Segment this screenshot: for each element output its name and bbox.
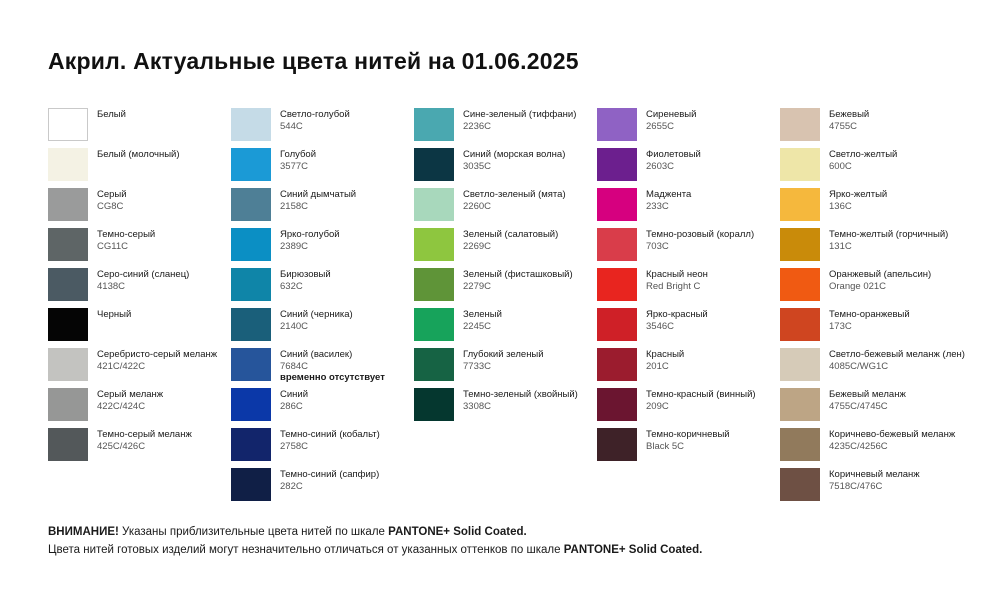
color-name: Ярко-желтый bbox=[829, 189, 888, 200]
color-chip bbox=[231, 148, 271, 181]
swatch-labels bbox=[820, 348, 965, 372]
color-code: 4138C bbox=[97, 281, 125, 293]
swatch-labels bbox=[820, 228, 948, 252]
swatch-item[interactable] bbox=[597, 148, 780, 188]
color-chip bbox=[231, 268, 271, 301]
color-chip bbox=[48, 268, 88, 301]
swatch-labels bbox=[637, 108, 696, 132]
swatch-labels bbox=[637, 428, 730, 452]
footer-line-2 bbox=[48, 542, 968, 560]
color-chip bbox=[780, 228, 820, 261]
swatch-labels bbox=[88, 308, 131, 321]
swatch-item[interactable] bbox=[231, 308, 414, 348]
color-chip bbox=[231, 388, 271, 421]
color-code: 173C bbox=[829, 321, 852, 333]
color-code: 2655C bbox=[646, 121, 674, 133]
swatch-item[interactable] bbox=[414, 388, 597, 428]
color-code: 131C bbox=[829, 241, 852, 253]
color-name: Серый bbox=[97, 189, 127, 200]
swatch-labels bbox=[820, 388, 906, 412]
color-code: 421C/422C bbox=[97, 361, 146, 373]
color-chip bbox=[48, 148, 88, 181]
color-name: Сине-зеленый (тиффани) bbox=[463, 109, 577, 120]
swatch-labels bbox=[454, 308, 502, 332]
attention-label: ВНИМАНИЕ! bbox=[48, 526, 119, 538]
page-title: Акрил. Актуальные цвета нитей на 01.06.2025 bbox=[48, 48, 579, 74]
footer-line-1 bbox=[48, 524, 968, 542]
color-name: Серебристо-серый меланж bbox=[97, 349, 218, 360]
footer-line-1-text: Указаны приблизительные цвета нитей по шкале bbox=[118, 526, 389, 538]
swatch-column-2 bbox=[231, 108, 414, 508]
color-name: Синий (черника) bbox=[280, 309, 353, 320]
swatch-labels bbox=[88, 108, 126, 121]
color-code: 422C/424C bbox=[97, 401, 146, 413]
swatch-item[interactable] bbox=[231, 228, 414, 268]
swatch-item[interactable] bbox=[231, 188, 414, 228]
color-chip bbox=[414, 348, 454, 381]
color-chip bbox=[780, 268, 820, 301]
swatch-labels bbox=[271, 388, 308, 412]
color-chip bbox=[231, 108, 271, 141]
swatch-labels bbox=[88, 228, 155, 252]
swatch-labels bbox=[271, 148, 316, 172]
swatch-labels bbox=[820, 468, 920, 492]
swatch-labels bbox=[637, 148, 701, 172]
color-chip bbox=[48, 388, 88, 421]
color-chip bbox=[780, 388, 820, 421]
color-name: Синий bbox=[280, 389, 309, 400]
swatch-item[interactable] bbox=[231, 108, 414, 148]
swatch-labels bbox=[454, 388, 578, 412]
color-name: Темно-зеленый (хвойный) bbox=[463, 389, 578, 400]
swatch-item[interactable] bbox=[414, 188, 597, 228]
swatch-labels bbox=[271, 228, 340, 252]
swatch-item[interactable] bbox=[597, 188, 780, 228]
color-name: Синий (морская волна) bbox=[463, 149, 566, 160]
color-code: 4755C bbox=[829, 121, 857, 133]
color-name: Светло-желтый bbox=[829, 149, 898, 160]
color-name: Темно-коричневый bbox=[646, 429, 730, 440]
swatch-labels bbox=[454, 268, 573, 292]
swatch-item[interactable] bbox=[48, 188, 231, 228]
color-name: Ярко-голубой bbox=[280, 229, 340, 240]
swatch-item[interactable] bbox=[231, 468, 414, 508]
color-chip bbox=[48, 308, 88, 341]
color-code: 233C bbox=[646, 201, 669, 213]
color-name: Зеленый (салатовый) bbox=[463, 229, 559, 240]
color-name: Маджента bbox=[646, 189, 692, 200]
pantone-label-1: PANTONE+ Solid Coated. bbox=[388, 526, 527, 538]
swatch-item[interactable] bbox=[780, 348, 963, 388]
swatch-labels bbox=[271, 308, 353, 332]
color-code: 201C bbox=[646, 361, 669, 373]
swatch-labels bbox=[88, 428, 192, 452]
swatch-item[interactable] bbox=[414, 228, 597, 268]
swatch-item[interactable] bbox=[48, 228, 231, 268]
color-name: Черный bbox=[97, 309, 132, 320]
color-name: Темно-желтый (горчичный) bbox=[829, 229, 949, 240]
color-name: Светло-бежевый меланж (лен) bbox=[829, 349, 965, 360]
swatch-labels bbox=[820, 268, 931, 292]
color-code: 2140C bbox=[280, 321, 308, 333]
swatch-labels bbox=[637, 268, 708, 292]
swatch-labels bbox=[820, 428, 955, 452]
color-name: Темно-синий (сапфир) bbox=[280, 469, 380, 480]
color-chip bbox=[414, 388, 454, 421]
swatch-labels bbox=[454, 108, 576, 132]
color-code: 2279C bbox=[463, 281, 491, 293]
swatch-labels bbox=[820, 188, 887, 212]
footer-line-2-text: Цвета нитей готовых изделий могут незначительно отличаться от указанных оттенков по шкале bbox=[48, 543, 564, 556]
swatch-labels bbox=[271, 108, 350, 132]
color-chip bbox=[414, 228, 454, 261]
swatch-labels bbox=[454, 228, 558, 252]
swatch-item[interactable] bbox=[780, 228, 963, 268]
color-code: 4085C/WG1C bbox=[829, 361, 889, 373]
color-code: 2389C bbox=[280, 241, 308, 253]
color-name: Темно-розовый (коралл) bbox=[646, 229, 755, 240]
swatch-item[interactable] bbox=[597, 228, 780, 268]
swatch-item[interactable] bbox=[597, 268, 780, 308]
swatch-item[interactable] bbox=[48, 308, 231, 348]
color-code: CG11C bbox=[97, 241, 128, 253]
color-chip bbox=[231, 468, 271, 501]
swatch-column-1 bbox=[48, 108, 231, 508]
swatch-item[interactable] bbox=[780, 308, 963, 348]
color-chip bbox=[597, 148, 637, 181]
color-name: Синий (василек) bbox=[280, 349, 353, 360]
swatch-item[interactable] bbox=[231, 428, 414, 468]
color-code: 2758C bbox=[280, 441, 308, 453]
swatch-item[interactable] bbox=[48, 428, 231, 468]
swatch-labels bbox=[88, 188, 127, 212]
swatch-item[interactable] bbox=[780, 468, 963, 508]
color-code: Black 5C bbox=[646, 441, 685, 453]
color-code: 7518C/476C bbox=[829, 481, 883, 493]
color-chip bbox=[414, 108, 454, 141]
pantone-label-2: PANTONE+ Solid Coated. bbox=[563, 543, 703, 556]
color-code: Red Bright C bbox=[646, 281, 701, 293]
color-code: 2158C bbox=[280, 201, 308, 213]
swatch-item[interactable] bbox=[48, 108, 231, 148]
swatch-labels bbox=[88, 268, 189, 292]
footer-disclaimer bbox=[48, 524, 968, 560]
color-code: 3035C bbox=[463, 161, 491, 173]
swatch-labels bbox=[820, 148, 897, 172]
color-chip bbox=[597, 228, 637, 261]
color-name: Темно-оранжевый bbox=[829, 309, 910, 320]
color-chip bbox=[48, 428, 88, 461]
color-code: 600C bbox=[829, 161, 852, 173]
swatch-labels bbox=[637, 388, 756, 412]
swatch-labels bbox=[820, 108, 869, 132]
swatch-labels bbox=[271, 428, 380, 452]
color-chip bbox=[48, 188, 88, 221]
swatch-labels bbox=[271, 468, 379, 492]
color-name: Сиреневый bbox=[646, 109, 697, 120]
color-name: Красный неон bbox=[646, 269, 708, 280]
color-name: Зеленый (фисташковый) bbox=[463, 269, 573, 280]
color-code: 7684C bbox=[280, 361, 308, 373]
color-chip bbox=[780, 108, 820, 141]
color-name: Оранжевый (апельсин) bbox=[829, 269, 932, 280]
color-name: Красный bbox=[646, 349, 685, 360]
swatch-item[interactable] bbox=[597, 388, 780, 428]
color-code: 2245C bbox=[463, 321, 491, 333]
color-name: Темно-серый меланж bbox=[97, 429, 192, 440]
color-name: Темно-серый bbox=[97, 229, 156, 240]
color-chip bbox=[780, 308, 820, 341]
swatch-item[interactable] bbox=[780, 188, 963, 228]
swatch-labels bbox=[637, 188, 691, 212]
color-name: Зеленый bbox=[463, 309, 502, 320]
swatch-item[interactable] bbox=[780, 148, 963, 188]
swatch-columns bbox=[48, 108, 963, 508]
swatch-column-3 bbox=[414, 108, 597, 508]
color-code: 7733C bbox=[463, 361, 491, 373]
color-name: Белый bbox=[97, 109, 126, 120]
color-name: Ярко-красный bbox=[646, 309, 708, 320]
color-code: 136C bbox=[829, 201, 852, 213]
swatch-item[interactable] bbox=[231, 268, 414, 308]
swatch-item[interactable] bbox=[414, 108, 597, 148]
color-name: Синий дымчатый bbox=[280, 189, 357, 200]
swatch-labels bbox=[637, 308, 708, 332]
color-code: CG8C bbox=[97, 201, 124, 213]
swatch-labels bbox=[454, 188, 566, 212]
color-chip bbox=[597, 188, 637, 221]
swatch-column-4 bbox=[597, 108, 780, 508]
color-name: Бирюзовый bbox=[280, 269, 331, 280]
color-name: Светло-зеленый (мята) bbox=[463, 189, 566, 200]
color-chip bbox=[597, 268, 637, 301]
color-code: 2236C bbox=[463, 121, 491, 133]
color-chip bbox=[48, 348, 88, 381]
color-chip bbox=[231, 228, 271, 261]
color-code: 632C bbox=[280, 281, 303, 293]
swatch-labels bbox=[637, 348, 684, 372]
color-chip bbox=[780, 428, 820, 461]
color-name: Коричнево-бежевый меланж bbox=[829, 429, 956, 440]
color-code: 286C bbox=[280, 401, 303, 413]
swatch-item[interactable] bbox=[231, 148, 414, 188]
color-name: Светло-голубой bbox=[280, 109, 350, 120]
availability-note: временно отсутствует bbox=[280, 372, 385, 384]
color-code: 3308C bbox=[463, 401, 491, 413]
color-code: 3546C bbox=[646, 321, 674, 333]
swatch-column-5 bbox=[780, 108, 963, 508]
color-chip bbox=[414, 188, 454, 221]
color-code: 209C bbox=[646, 401, 669, 413]
color-chip bbox=[597, 348, 637, 381]
color-code: 282C bbox=[280, 481, 303, 493]
swatch-item[interactable] bbox=[414, 148, 597, 188]
color-chip bbox=[231, 428, 271, 461]
color-chip bbox=[48, 228, 88, 261]
swatch-item[interactable] bbox=[780, 268, 963, 308]
swatch-item[interactable] bbox=[48, 388, 231, 428]
swatch-labels bbox=[271, 348, 385, 384]
swatch-item[interactable] bbox=[414, 348, 597, 388]
color-name: Бежевый меланж bbox=[829, 389, 906, 400]
color-chip bbox=[414, 268, 454, 301]
color-name: Белый (молочный) bbox=[97, 149, 180, 160]
swatch-labels bbox=[88, 348, 217, 372]
color-name: Темно-синий (кобальт) bbox=[280, 429, 380, 440]
swatch-labels bbox=[637, 228, 754, 252]
swatch-labels bbox=[88, 388, 163, 412]
color-name: Глубокий зеленый bbox=[463, 349, 544, 360]
color-chip bbox=[780, 348, 820, 381]
swatch-labels bbox=[88, 148, 180, 161]
swatch-item[interactable] bbox=[414, 268, 597, 308]
color-code: 703C bbox=[646, 241, 669, 253]
swatch-item[interactable] bbox=[597, 348, 780, 388]
color-name: Серый меланж bbox=[97, 389, 164, 400]
color-code: 425C/426C bbox=[97, 441, 146, 453]
color-chip bbox=[414, 148, 454, 181]
color-chip bbox=[48, 108, 88, 141]
swatch-item[interactable] bbox=[780, 428, 963, 468]
color-code: Orange 021C bbox=[829, 281, 887, 293]
color-chip bbox=[780, 188, 820, 221]
color-name: Фиолетовый bbox=[646, 149, 701, 160]
color-code: 544C bbox=[280, 121, 303, 133]
color-code: 2260C bbox=[463, 201, 491, 213]
swatch-item[interactable] bbox=[597, 428, 780, 468]
color-chip bbox=[597, 428, 637, 461]
color-code: 3577C bbox=[280, 161, 308, 173]
swatch-item[interactable] bbox=[597, 108, 780, 148]
color-chip bbox=[414, 308, 454, 341]
color-chip bbox=[231, 308, 271, 341]
color-chip bbox=[231, 348, 271, 381]
color-code: 4235C/4256C bbox=[829, 441, 888, 453]
swatch-item[interactable] bbox=[231, 348, 414, 388]
swatch-labels bbox=[271, 188, 356, 212]
swatch-item[interactable] bbox=[231, 388, 414, 428]
color-code: 4755C/4745C bbox=[829, 401, 888, 413]
color-chip bbox=[597, 108, 637, 141]
color-name: Коричневый меланж bbox=[829, 469, 920, 480]
swatch-item[interactable] bbox=[48, 348, 231, 388]
swatch-item[interactable] bbox=[780, 108, 963, 148]
swatch-item[interactable] bbox=[48, 268, 231, 308]
swatch-item[interactable] bbox=[597, 308, 780, 348]
swatch-labels bbox=[454, 148, 565, 172]
color-chip bbox=[597, 388, 637, 421]
swatch-labels bbox=[820, 308, 910, 332]
swatch-labels bbox=[271, 268, 331, 292]
color-chip bbox=[780, 468, 820, 501]
swatch-item[interactable] bbox=[414, 308, 597, 348]
color-name: Бежевый bbox=[829, 109, 870, 120]
swatch-item[interactable] bbox=[48, 148, 231, 188]
color-code: 2603C bbox=[646, 161, 674, 173]
color-chip bbox=[597, 308, 637, 341]
color-name: Темно-красный (винный) bbox=[646, 389, 756, 400]
swatch-labels bbox=[454, 348, 544, 372]
color-chip bbox=[780, 148, 820, 181]
color-chip bbox=[231, 188, 271, 221]
color-name: Голубой bbox=[280, 149, 317, 160]
swatch-item[interactable] bbox=[780, 388, 963, 428]
color-code: 2269C bbox=[463, 241, 491, 253]
color-name: Серо-синий (сланец) bbox=[97, 269, 190, 280]
